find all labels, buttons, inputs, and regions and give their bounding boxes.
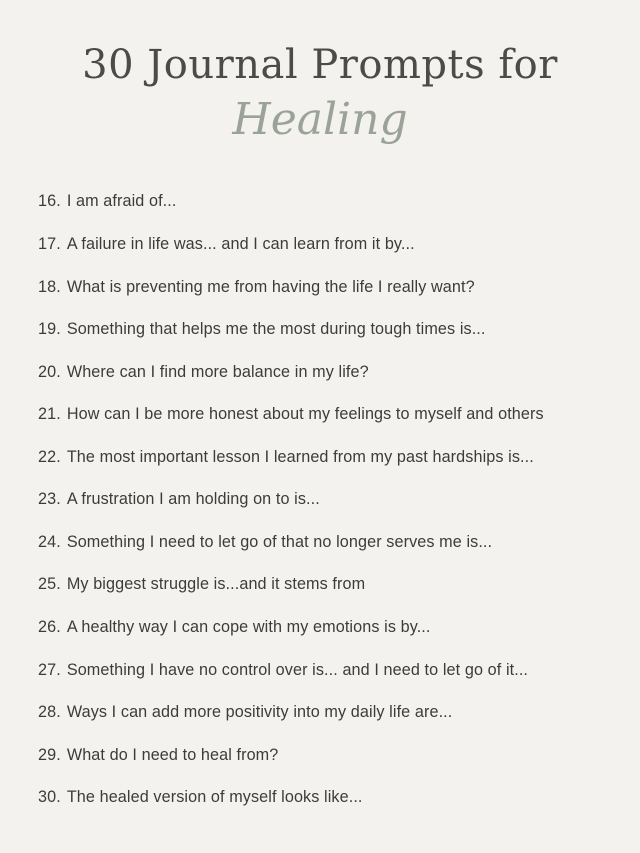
prompt-text: The healed version of myself looks like... <box>66 788 363 807</box>
prompt-text: What do I need to heal from? <box>66 745 279 764</box>
prompt-number: 19. <box>38 320 61 339</box>
prompt-number: 20. <box>38 362 61 381</box>
prompt-text: Where can I find more balance in my life? <box>66 362 369 381</box>
prompt-text: How can I be more honest about my feelings to myself and others <box>66 405 544 424</box>
list-item <box>38 702 604 723</box>
prompt-text: Something I have no control over is... and I need to let go of it... <box>66 660 529 679</box>
prompt-number: 23. <box>38 490 61 509</box>
prompt-number: 27. <box>38 660 61 679</box>
prompt-text: Something I need to let go of that no longer serves me is... <box>66 532 493 551</box>
prompt-text: Ways I can add more positivity into my daily life are... <box>66 703 453 722</box>
list-item <box>38 319 604 340</box>
list-item <box>38 277 604 298</box>
prompt-number: 21. <box>38 405 61 424</box>
prompt-text: What is preventing me from having the life I really want? <box>66 277 475 296</box>
prompt-text: Something that helps me the most during tough times is... <box>66 320 486 339</box>
page-title-line1: 30 Journal Prompts for <box>82 42 558 88</box>
prompt-text: A frustration I am holding on to is... <box>66 490 320 509</box>
prompt-number: 30. <box>38 788 61 807</box>
list-item <box>38 660 604 681</box>
page-title-line2: Healing <box>232 94 408 145</box>
prompt-text: My biggest struggle is...and it stems from <box>66 575 366 594</box>
list-item <box>38 489 604 510</box>
list-item <box>38 362 604 383</box>
prompt-number: 24. <box>38 532 61 551</box>
list-item <box>38 234 604 255</box>
prompt-text: A healthy way I can cope with my emotions is by... <box>66 618 431 637</box>
prompt-number: 26. <box>38 618 61 637</box>
prompt-number: 17. <box>38 234 61 253</box>
prompt-list <box>34 191 606 829</box>
prompt-number: 22. <box>38 447 61 466</box>
prompt-text: The most important lesson I learned from my past hardships is... <box>66 447 534 466</box>
list-item <box>38 447 604 468</box>
list-item <box>38 745 604 766</box>
prompt-number: 29. <box>38 745 61 764</box>
list-item <box>38 574 604 595</box>
prompt-number: 16. <box>38 192 61 211</box>
prompt-number: 25. <box>38 575 61 594</box>
list-item <box>38 191 604 212</box>
prompt-text: A failure in life was... and I can learn from it by... <box>66 234 415 253</box>
list-item <box>38 404 604 425</box>
prompt-number: 28. <box>38 703 61 722</box>
prompt-number: 18. <box>38 277 61 296</box>
page-title <box>34 42 606 149</box>
list-item <box>38 787 604 808</box>
list-item <box>38 617 604 638</box>
list-item <box>38 532 604 553</box>
prompt-text: I am afraid of... <box>66 192 177 211</box>
